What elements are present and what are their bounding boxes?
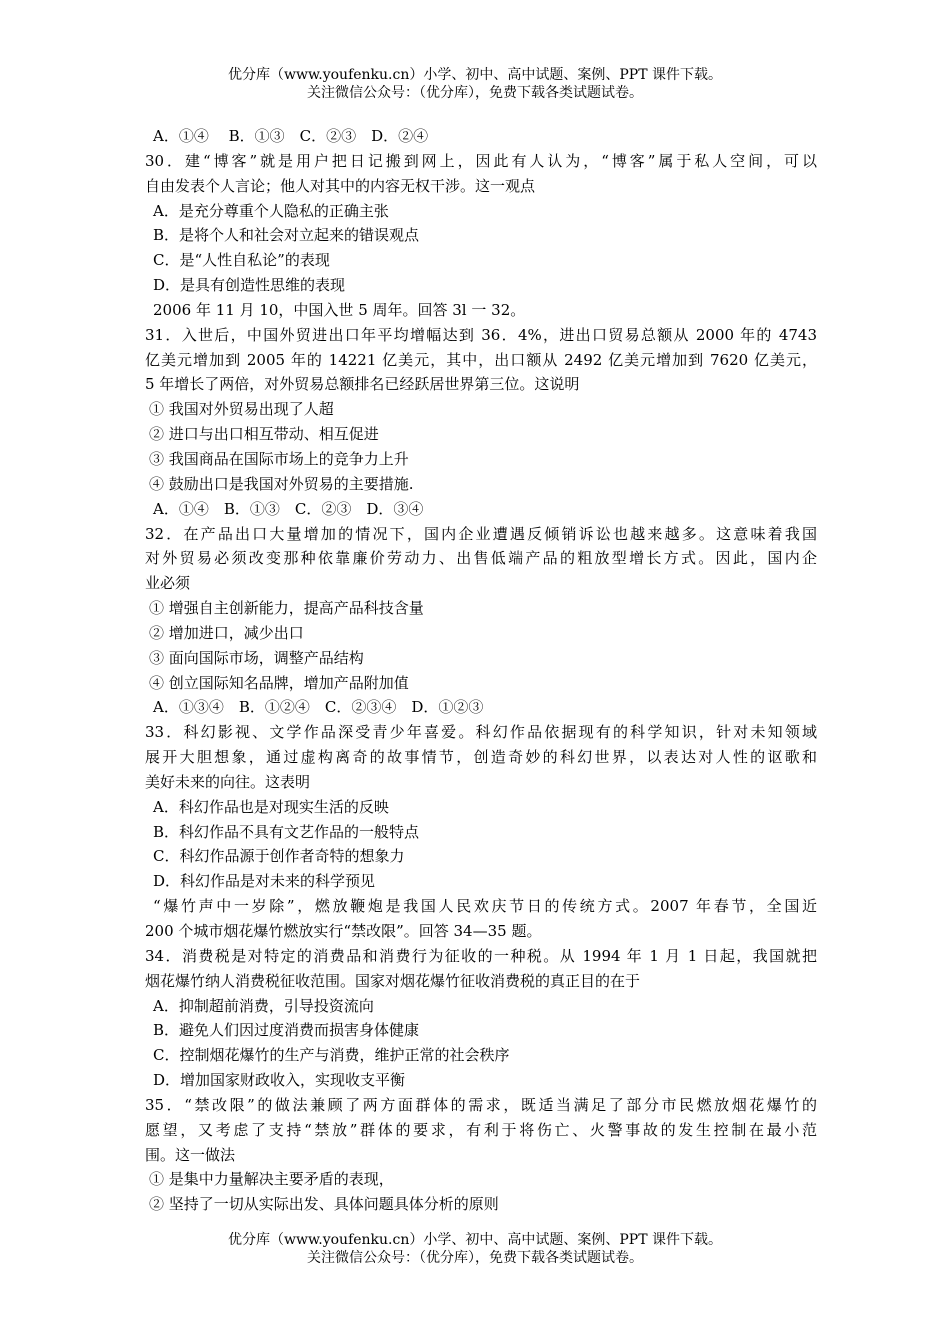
text-line: 2006 年 11 月 10，中国入世 5 周年。回答 3l 一 32。: [153, 300, 526, 319]
text-line: D．增加国家财政收入，实现收支平衡: [153, 1071, 406, 1090]
text-line: ① 我国对外贸易出现了人超: [149, 400, 334, 419]
text-line: “爆竹声中一岁除”，燃放鞭炮是我国人民欢庆节日的传统方式。2007 年春节，全国近: [153, 897, 817, 916]
text-line: A．是充分尊重个人隐私的正确主张: [153, 201, 389, 220]
text-line: 烟花爆竹纳人消费税征收范围。国家对烟花爆竹征收消费税的真正目的在于: [145, 971, 641, 990]
text-line: 愿望，又考虑了支持“禁放”群体的要求，有利于将伤亡、火警事故的发生控制在最小范: [145, 1120, 817, 1139]
text-line: 亿美元增加到 2005 年的 14221 亿美元，其中，出口额从 2492 亿美元增加到 7620 亿美元，: [145, 350, 817, 369]
text-line: 5 年增长了两倍，对外贸易总额排名已经跃居世界第三位。这说明: [145, 375, 580, 394]
text-line: 自由发表个人言论；他人对其中的内容无权干涉。这一观点: [145, 176, 536, 195]
text-line: 31．入世后，中国外贸进出口年平均增幅达到 36．4%，进出口贸易总额从 2000 年的 4743: [145, 325, 817, 344]
text-line: ① 是集中力量解决主要矛盾的表现，: [149, 1170, 394, 1189]
text-line: 34．消费税是对特定的消费品和消费行为征收的一种税。从 1994 年 1 月 1 日起，我国就把: [145, 946, 817, 965]
text-line: B．避免人们因过度消费而损害身体健康: [153, 1021, 420, 1040]
text-line: 33．科幻影视、文学作品深受青少年喜爱。科幻作品依据现有的科学知识，针对未知领域: [145, 723, 817, 742]
text-line: ④ 创立国际知名品牌，增加产品附加值: [149, 673, 409, 692]
text-line: 35．“禁改限”的做法兼顾了两方面群体的需求，既适当满足了部分市民燃放烟花爆竹的: [145, 1095, 817, 1114]
header-line-2: 关注微信公众号：（优分库），免费下载各类试题试卷。: [307, 85, 643, 101]
text-line: 32．在产品出口大量增加的情况下，国内企业遭遇反倾销诉讼也越来越多。这意味着我国: [145, 524, 817, 543]
text-line: A．科幻作品也是对现实生活的反映: [153, 797, 389, 816]
text-line: A．①③④ B．①②④ C．②③④ D．①②③: [153, 698, 484, 717]
text-line: C．是“人性自私论”的表现: [153, 251, 330, 270]
text-line: ③ 面向国际市场，调整产品结构: [149, 648, 364, 667]
text-line: 业必须: [145, 574, 191, 593]
text-line: C．科幻作品源于创作者奇特的想象力: [153, 847, 405, 866]
text-line: D．科幻作品是对未来的科学预见: [153, 872, 376, 891]
text-line: 展开大胆想象，通过虚构离奇的故事情节，创造奇妙的科幻世界，以表达对人性的讴歌和: [145, 748, 817, 767]
footer-line-1: 优分库（www.youfenku.cn）小学、初中、高中试题、案例、PPT 课件下载。: [227, 1232, 722, 1248]
text-line: A．抑制超前消费，引导投资流向: [153, 996, 374, 1015]
text-line: 200 个城市烟花爆竹燃放实行“禁改限”。回答 34—35 题。: [145, 922, 542, 940]
text-line: ① 增强自主创新能力，提高产品科技含量: [149, 599, 424, 618]
text-line: 美好未来的向往。这表明: [145, 772, 311, 791]
text-line: A．①④ B．①③ C．②③ D．②④: [153, 127, 429, 145]
text-line: ④ 鼓励出口是我国对外贸易的主要措施.: [149, 474, 414, 493]
text-line: A．①④ B．①③ C．②③ D．③④: [153, 499, 424, 518]
footer-line-2: 关注微信公众号：（优分库），免费下载各类试题试卷。: [307, 1250, 643, 1266]
text-line: ③ 我国商品在国际市场上的竞争力上升: [149, 449, 409, 468]
text-line: ② 进口与出口相互带动、相互促进: [149, 425, 379, 444]
text-line: ② 增加进口，减少出口: [149, 623, 304, 642]
text-line: C．控制烟花爆竹的生产与消费，维护正常的社会秩序: [153, 1046, 510, 1065]
text-line: 对外贸易必须改变那种依靠廉价劳动力、出售低端产品的粗放型增长方式。因此，国内企: [145, 549, 817, 568]
text-line: B．是将个人和社会对立起来的错误观点: [153, 226, 420, 245]
text-line: 围。这一做法: [145, 1145, 236, 1164]
header-line-1: 优分库（www.youfenku.cn）小学、初中、高中试题、案例、PPT 课件下载。: [227, 67, 722, 83]
text-line: D．是具有创造性思维的表现: [153, 276, 346, 295]
text-line: ② 坚持了一切从实际出发、具体问题具体分析的原则: [149, 1195, 499, 1214]
question-body: [145, 124, 817, 1217]
page-footer: [0, 1231, 950, 1267]
text-line: B．科幻作品不具有文艺作品的一般特点: [153, 822, 420, 841]
text-line: 30．建“博客”就是用户把日记搬到网上，因此有人认为，“博客”属于私人空间，可以: [145, 151, 817, 170]
page-header: [0, 66, 950, 102]
